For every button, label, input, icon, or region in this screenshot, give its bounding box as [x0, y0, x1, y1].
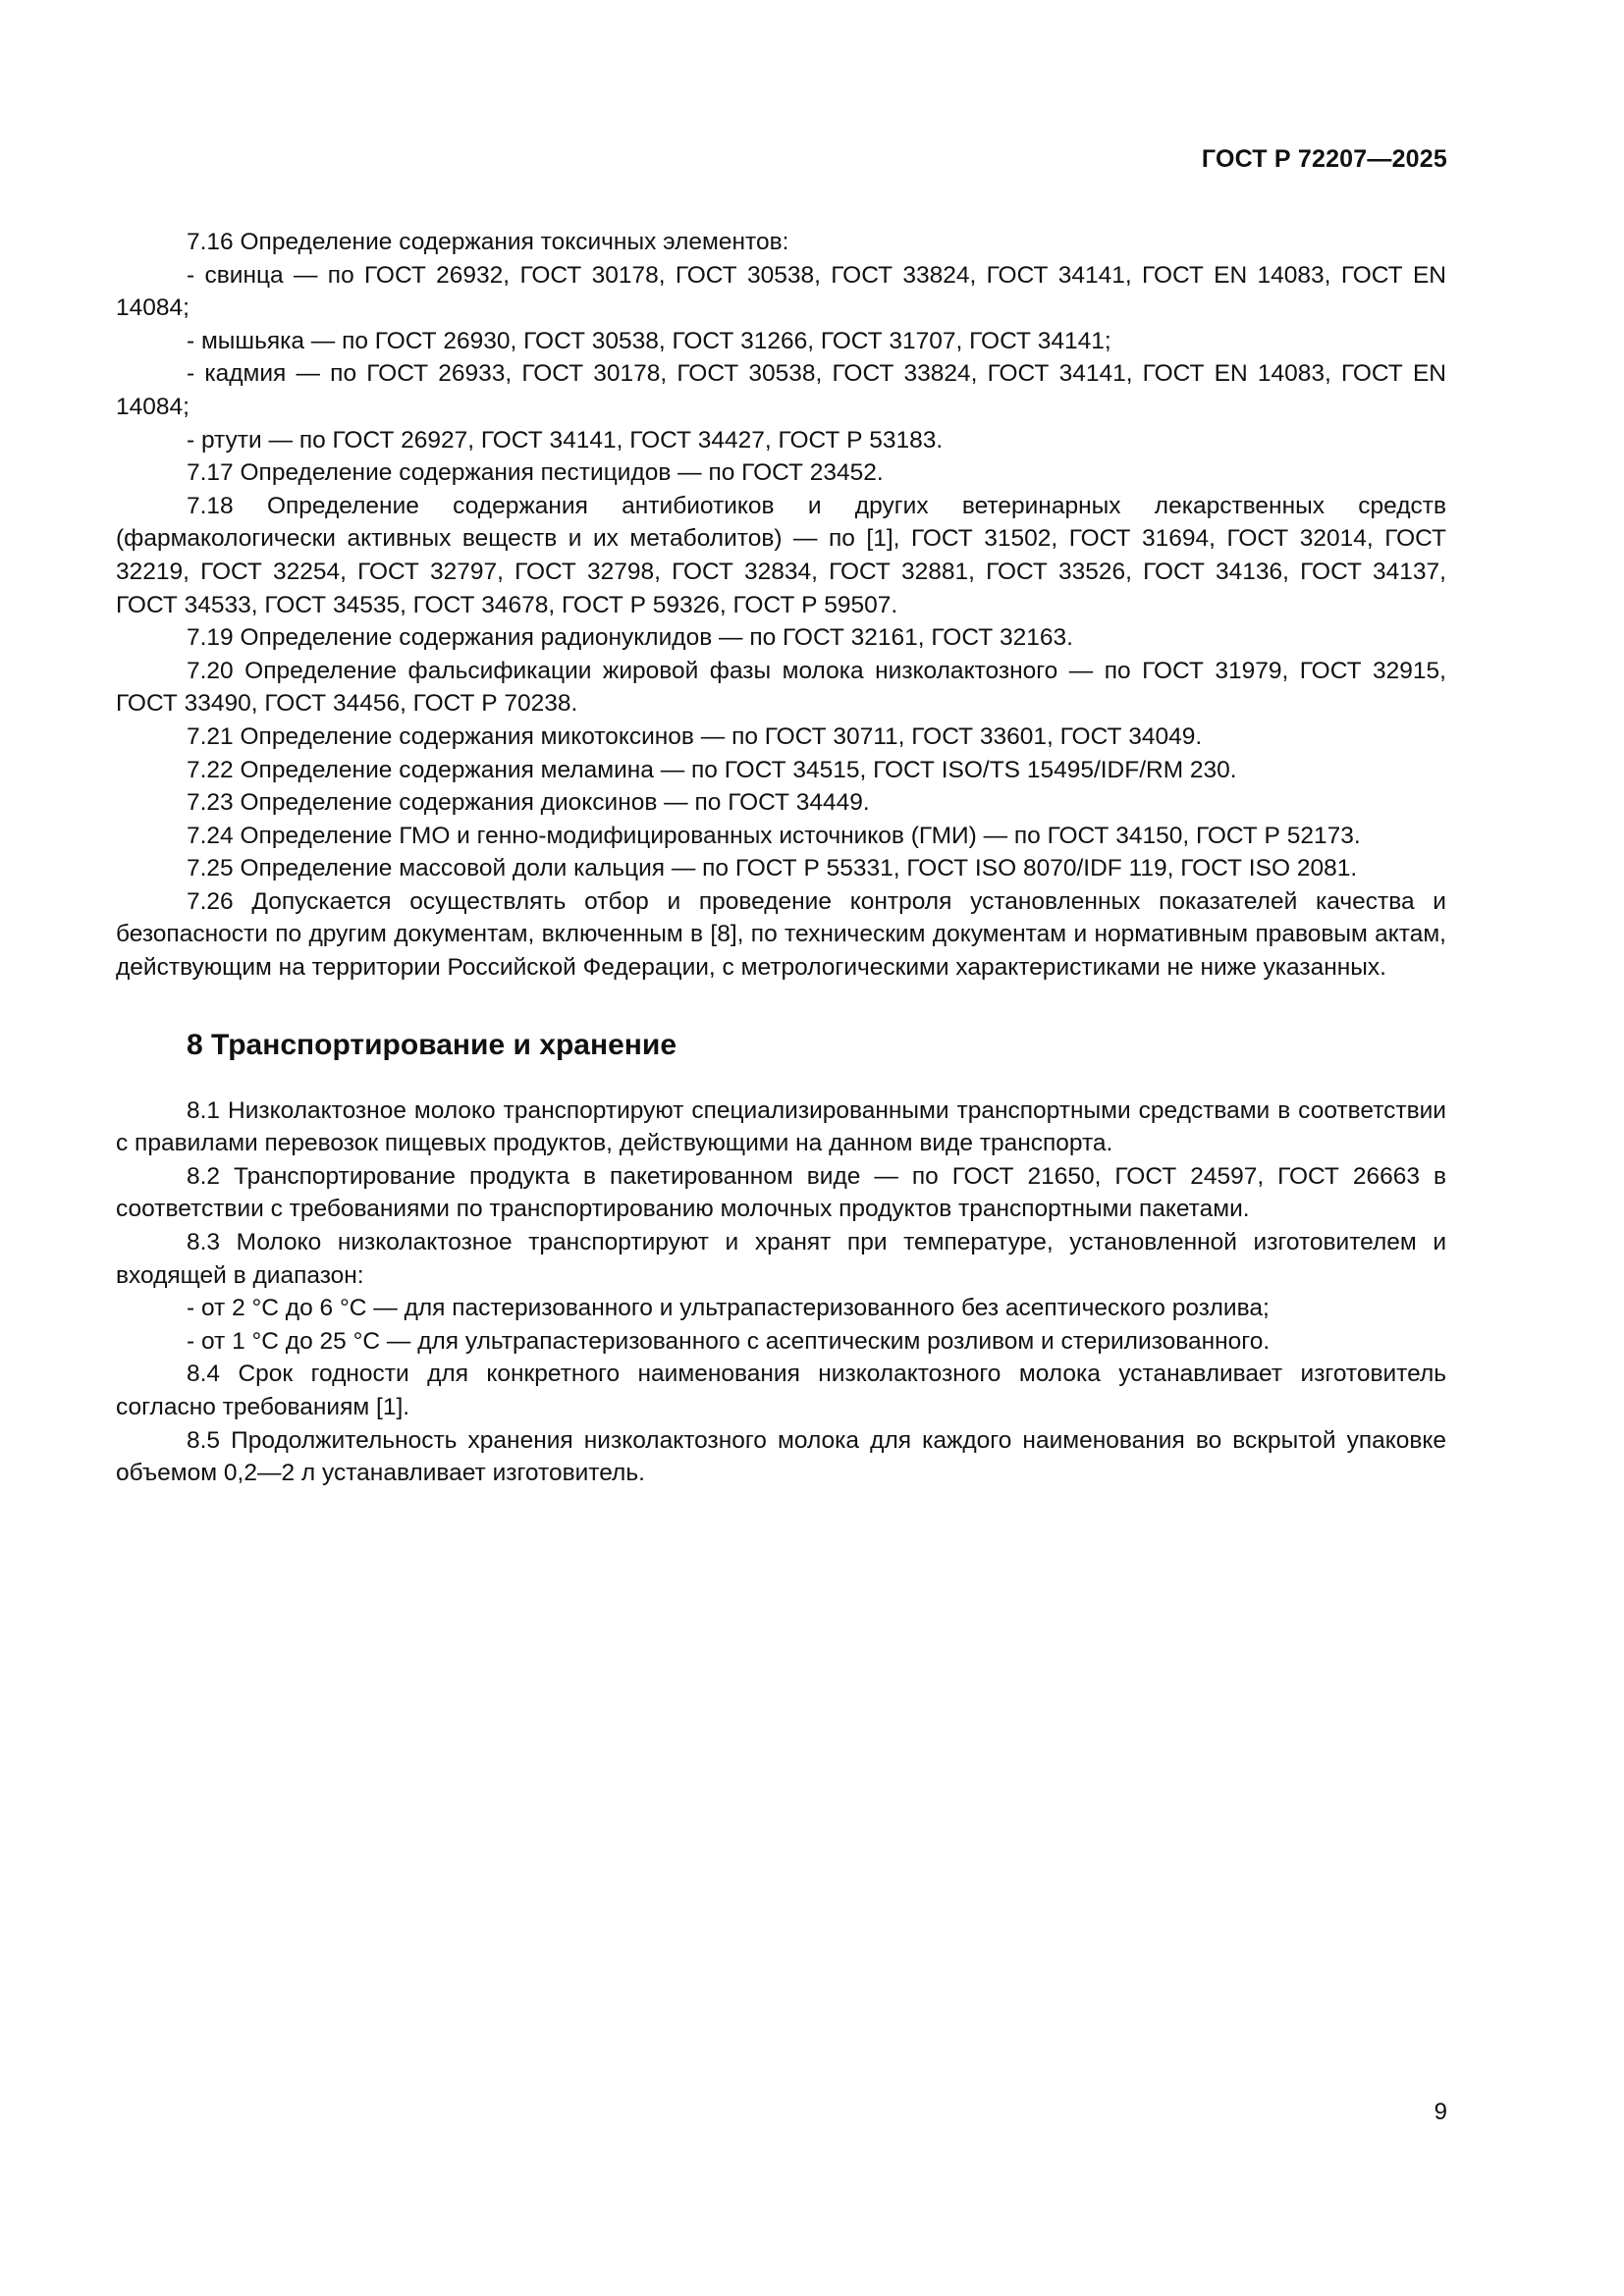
paragraph-8-2: 8.2 Транспортирование продукта в пакетированном виде — по ГОСТ 21650, ГОСТ 24597, ГОСТ 26663 в соответствии с требованиями по транспортированию молочных продуктов транспортными пакетами.: [116, 1162, 1446, 1223]
paragraph-7-24: 7.24 Определение ГМО и генно-модифицированных источников (ГМИ) — по ГОСТ 34150, ГОСТ Р 52173.: [187, 822, 1361, 849]
page-number: 9: [1434, 2099, 1447, 2125]
list-item-temp-range-2: - от 1 °С до 25 °С — для ультрапастеризованного с асептическим розливом и стерилизованного.: [187, 1327, 1271, 1355]
list-item-temp-range-1: - от 2 °С до 6 °С — для пастеризованного и ультрапастеризованного без асептического розлива;: [187, 1295, 1270, 1322]
paragraph-7-20: 7.20 Определение фальсификации жировой фазы молока низколактозного — по ГОСТ 31979, ГОСТ 32915, ГОСТ 33490, ГОСТ 34456, ГОСТ Р 70238.: [116, 657, 1446, 718]
paragraph-8-5: 8.5 Продолжительность хранения низколактозного молока для каждого наименования во вскрытой упаковке объемом 0,2—2 л устанавливает изготовитель.: [116, 1426, 1446, 1487]
paragraph-8-1: 8.1 Низколактозное молоко транспортируют специализированными транспортными средствами в соответствии с правилами перевозок пищевых продуктов, действующими на данном виде транспорта.: [116, 1096, 1446, 1157]
list-item-lead: - свинца — по ГОСТ 26932, ГОСТ 30178, ГОСТ 30538, ГОСТ 33824, ГОСТ 34141, ГОСТ EN 14083, ГОСТ EN 14084;: [116, 261, 1446, 322]
document-code-header: ГОСТ Р 72207—2025: [1201, 145, 1447, 173]
section-title-transport-storage: 8 Транспортирование и хранение: [187, 1028, 677, 1061]
paragraph-7-17: 7.17 Определение содержания пестицидов — по ГОСТ 23452.: [187, 459, 884, 487]
paragraph-7-22: 7.22 Определение содержания меламина — по ГОСТ 34515, ГОСТ ISO/TS 15495/IDF/RM 230.: [187, 756, 1237, 783]
list-item-mercury: - ртути — по ГОСТ 26927, ГОСТ 34141, ГОСТ 34427, ГОСТ Р 53183.: [187, 426, 944, 454]
paragraph-8-4: 8.4 Срок годности для конкретного наименования низколактозного молока устанавливает изготовитель согласно требованиям [1].: [116, 1361, 1446, 1420]
paragraph-7-21: 7.21 Определение содержания микотоксинов — по ГОСТ 30711, ГОСТ 33601, ГОСТ 34049.: [187, 722, 1203, 750]
list-item-cadmium: - кадмия — по ГОСТ 26933, ГОСТ 30178, ГОСТ 30538, ГОСТ 33824, ГОСТ 34141, ГОСТ EN 14083, ГОСТ EN 14084;: [116, 360, 1446, 420]
paragraph-7-19: 7.19 Определение содержания радионуклидов — по ГОСТ 32161, ГОСТ 32163.: [187, 624, 1073, 652]
paragraph-7-25: 7.25 Определение массовой доли кальция — по ГОСТ Р 55331, ГОСТ ISO 8070/IDF 119, ГОСТ ISO 2081.: [187, 855, 1358, 882]
page-content: [116, 226, 1446, 1490]
paragraph-7-23: 7.23 Определение содержания диоксинов — по ГОСТ 34449.: [187, 789, 870, 817]
paragraph-8-3: 8.3 Молоко низколактозное транспортируют и хранят при температуре, установленной изготовителем и входящей в диапазон:: [116, 1229, 1446, 1289]
paragraph-7-26: 7.26 Допускается осуществлять отбор и проведение контроля установленных показателей качества и безопасности по другим документам, включенным в [8], по техническим документам и нормативным правовым актам, действующим на территории Российской Федерации, с метрологическими характеристиками не ниже указанных.: [116, 887, 1446, 982]
list-item-arsenic: - мышьяка — по ГОСТ 26930, ГОСТ 30538, ГОСТ 31266, ГОСТ 31707, ГОСТ 34141;: [187, 327, 1111, 354]
paragraph-7-18: 7.18 Определение содержания антибиотиков и других ветеринарных лекарственных средств (фармакологически активных веществ и их метаболитов) — по [1], ГОСТ 31502, ГОСТ 31694, ГОСТ 32014, ГОСТ 32219, ГОСТ 32254, ГОСТ 32797, ГОСТ 32798, ГОСТ 32834, ГОСТ 32881, ГОСТ 33526, ГОСТ 34136, ГОСТ 34137, ГОСТ 34533, ГОСТ 34535, ГОСТ 34678, ГОСТ Р 59326, ГОСТ Р 59507.: [116, 492, 1446, 618]
paragraph-7-16: 7.16 Определение содержания токсичных элементов:: [187, 229, 789, 255]
